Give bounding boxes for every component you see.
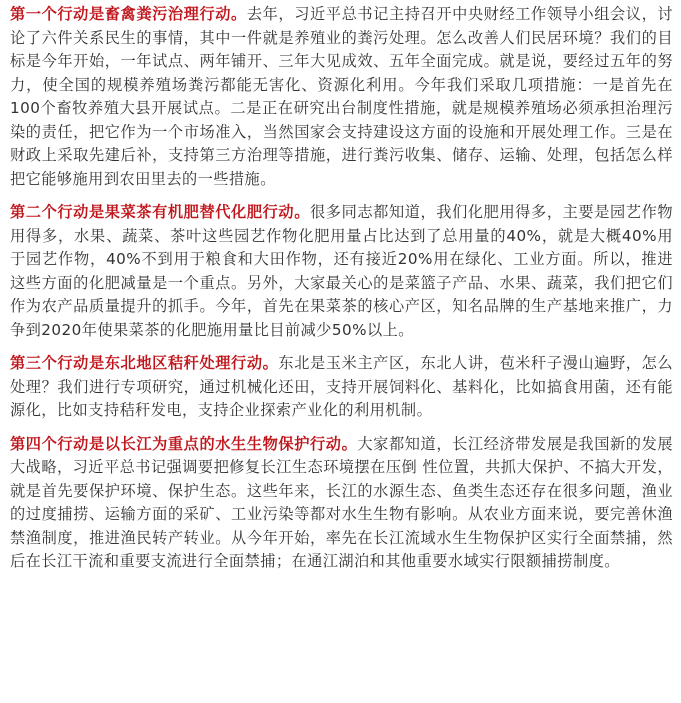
paragraph-lead: 第一个行动是畜禽粪污治理行动。	[10, 5, 247, 23]
paragraph-body: 东北是玉米主产区，东北人讲，苞米秆子漫山遍野，怎么处理？我们进行专项研究，通过机械化还田，支持开展饲料化、基料化，比如搞食用菌，还有能源化，比如支持秸秆发电，支持企业探索产业化的利用机制。	[10, 354, 673, 419]
paragraph-lead: 第二个行动是果菜茶有机肥替代化肥行动。	[10, 203, 310, 221]
paragraph-lead: 第三个行动是东北地区秸秆处理行动。	[10, 354, 279, 372]
paragraph-aquatic-protection	[10, 433, 673, 574]
paragraph-manure-treatment	[10, 3, 673, 191]
paragraph-body: 去年，习近平总书记主持召开中央财经工作领导小组会议，讨论了六件关系民生的事情，其中一件就是养殖业的粪污处理。怎么改善人们民居环境？我们的目标是今年开始，一年试点、两年铺开、三年大见成效、五年全面完成。就是说，要经过五年的努力，使全国的规模养殖场粪污都能无害化、资源化利用。今年我们采取几项措施：一是首先在100个畜牧养殖大县开展试点。二是正在研究出台制度性措施，就是规模养殖场必须承担治理污染的责任，把它作为一个市场准入，当然国家会支持建设这方面的设施和开展处理工作。三是在财政上采取先建后补，支持第三方治理等措施，进行粪污收集、储存、运输、处理，包括怎么样把它能够施用到农田里去的一些措施。	[10, 5, 673, 188]
paragraph-straw-treatment	[10, 352, 673, 423]
paragraph-lead: 第四个行动是以长江为重点的水生生物保护行动。	[10, 434, 358, 453]
paragraph-organic-fertilizer	[10, 201, 673, 342]
paragraph-body: 大家都知道，长江经济带发展是我国新的发展大战略，习近平总书记强调要把修复长江生态环境摆在压倒 性位置，共抓大保护、不搞大开发，就是首先要保护环境、保护生态。这些年来，长江的水源生态、鱼类生态还存在很多问题，渔业的过度捕捞、运输方面的采矿、工业污染等都对水生生物有影响。从农业方面来说，要完善休渔禁渔制度，推进渔民转产转业。从今年开始，率先在长江流域水生生物保护区实行全面禁捕，然后在长江干流和重要支流进行全面禁捕；在通江湖泊和其他重要水域实行限额捕捞制度。	[10, 434, 674, 570]
paragraph-body: 很多同志都知道，我们化肥用得多，主要是园艺作物用得多，水果、蔬菜、茶叶这些园艺作物化肥用量占比达到了总用量的40%，就是大概40%用于园艺作物，40%不到用于粮食和大田作物，还有接近20%用在绿化、工业方面。所以，推进这些方面的化肥减量是一个重点。另外，大家最关心的是菜篮子产品、水果、蔬菜，我们把它们作为农产品质量提升的抓手。今年，首先在果菜茶的核心产区，知名品牌的生产基地来推广，力争到2020年使果菜茶的化肥施用量比目前减少50%以上。	[10, 203, 673, 339]
